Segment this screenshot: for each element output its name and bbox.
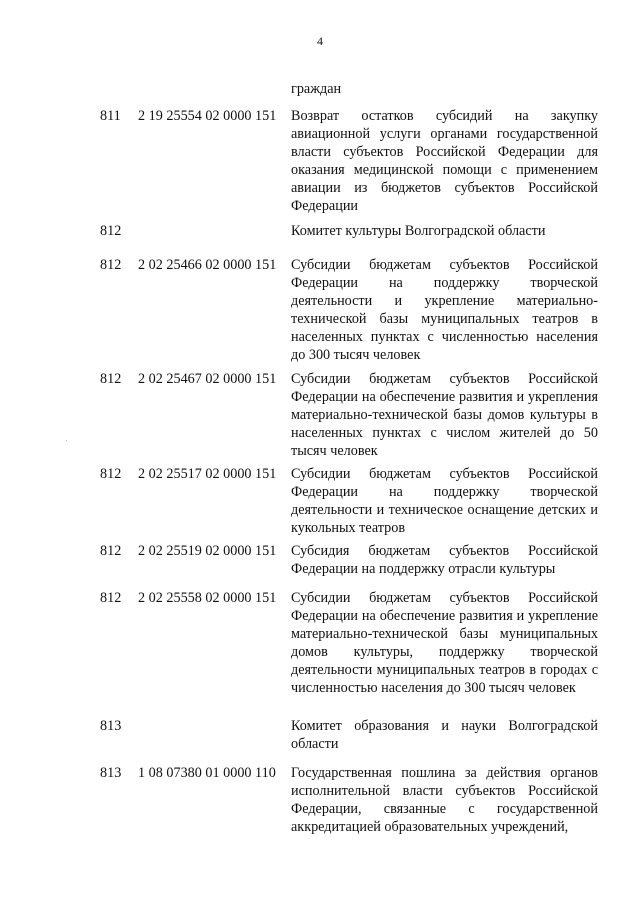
budget-classification-code: 2 02 25558 02 0000 151	[138, 590, 277, 606]
admin-code: 812	[100, 543, 122, 559]
administrator-name: Комитет культуры Волгоградской области	[291, 223, 546, 239]
admin-code: 813	[100, 718, 122, 734]
admin-code: 812	[100, 590, 122, 606]
budget-classification-code: 2 02 25519 02 0000 151	[138, 543, 277, 559]
administrator-name: Комитет образования и науки Волгоградской области	[291, 718, 598, 752]
scan-speck	[66, 440, 67, 441]
continuation-text: граждан	[291, 81, 342, 97]
admin-code: 813	[100, 765, 122, 781]
budget-classification-code: 2 02 25467 02 0000 151	[138, 371, 277, 387]
admin-code: 812	[100, 466, 122, 482]
income-description: Субсидии бюджетам субъектов Российской Федерации на обеспечение развития и укрепление материально-технической базы муниципальных домов культуры, поддержку творческой деятельности муниципальных театров в городах с численностью населения до 300 тысяч человек	[291, 590, 598, 696]
income-description: Субсидии бюджетам субъектов Российской Федерации на поддержку творческой деятельности и укрепление материально-технической базы муниципальных театров в населенных пунктах с численностью населения до 300 тысяч человек	[291, 257, 598, 363]
budget-classification-code: 1 08 07380 01 0000 110	[138, 765, 276, 781]
page-number: 4	[317, 34, 323, 48]
income-description: Государственная пошлина за действия органов исполнительной власти субъектов Российской Федерации, связанные с государственной аккредитацией образовательных учреждений,	[291, 765, 598, 835]
admin-code: 811	[100, 108, 121, 124]
budget-classification-code: 2 02 25517 02 0000 151	[138, 466, 277, 482]
admin-code: 812	[100, 257, 122, 273]
budget-classification-code: 2 19 25554 02 0000 151	[138, 108, 277, 124]
income-description: Субсидии бюджетам субъектов Российской Федерации на обеспечение развития и укрепления материально-технической базы домов культуры в населенных пунктах с числом жителей до 50 тысяч человек	[291, 371, 598, 459]
income-description: Возврат остатков субсидий на закупку авиационной услуги органами государственной власти субъектов Российской Федерации для оказания медицинской помощи с применением авиации из бюджетов субъектов Российской Федерации	[291, 108, 598, 214]
budget-classification-code: 2 02 25466 02 0000 151	[138, 257, 277, 273]
admin-code: 812	[100, 371, 122, 387]
admin-code: 812	[100, 223, 122, 239]
income-description: Субсидии бюджетам субъектов Российской Федерации на поддержку творческой деятельности и техническое оснащение детских и кукольных театров	[291, 466, 598, 536]
income-description: Субсидия бюджетам субъектов Российской Федерации на поддержку отрасли культуры	[291, 543, 598, 577]
